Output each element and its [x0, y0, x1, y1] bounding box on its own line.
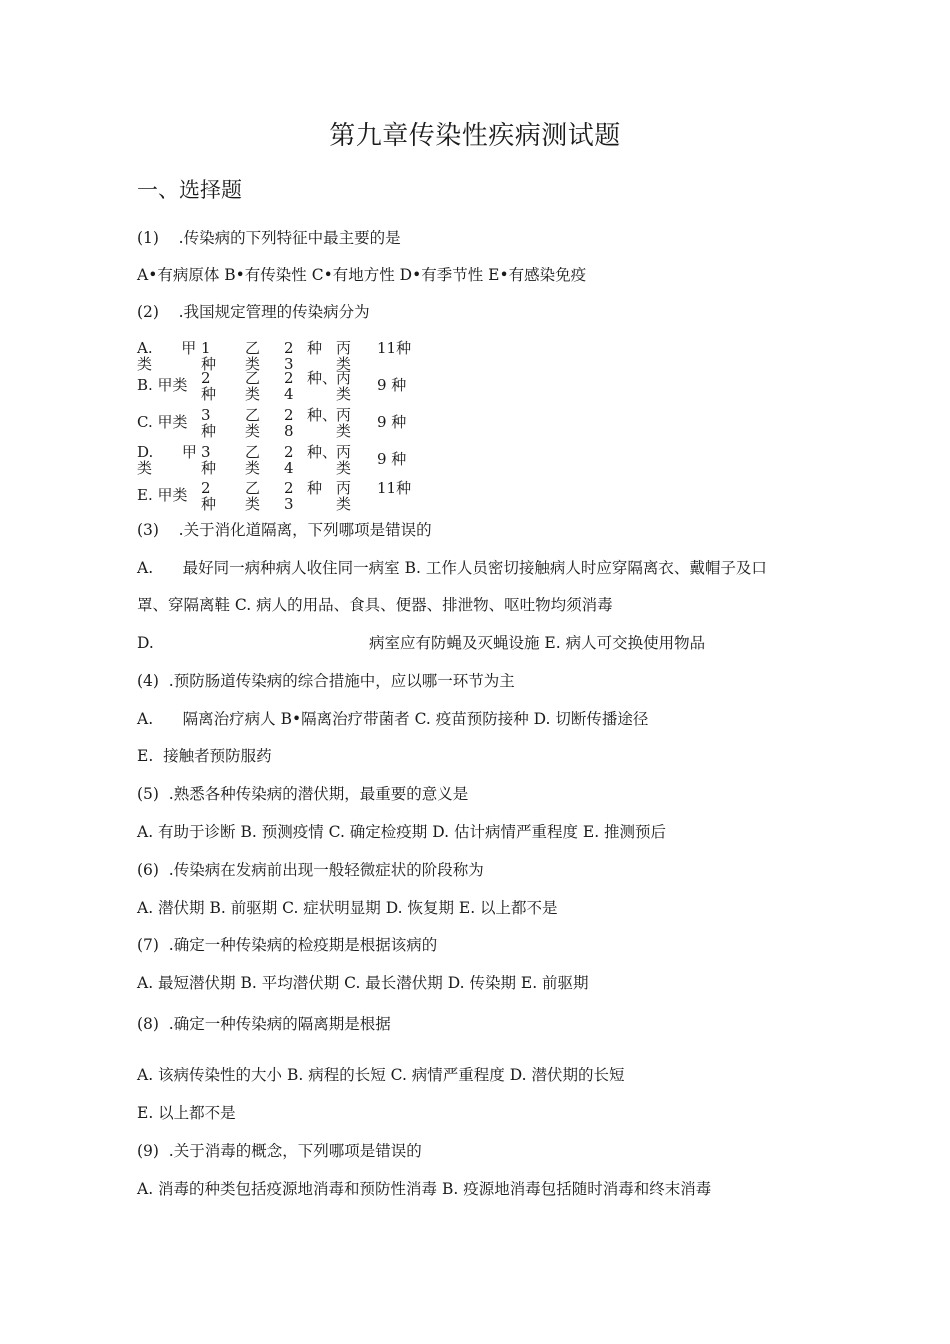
table-row — [137, 479, 427, 513]
option-label: A. 甲类 — [137, 339, 197, 373]
table-row — [137, 406, 427, 440]
option-label: B. 甲类 — [137, 376, 188, 394]
class-a-count: 2种 — [201, 369, 217, 403]
question-6: (6) .传染病在发病前出现一般轻微症状的阶段称为 — [137, 861, 484, 879]
question-9-options: A. 消毒的种类包括疫源地消毒和预防性消毒 B. 疫源地消毒包括随时消毒和终末消毒 — [137, 1180, 712, 1198]
class-b-count: 2 3 — [284, 479, 294, 513]
question-3: (3) .关于消化道隔离，下列哪项是错误的 — [137, 521, 432, 539]
option-label: C. 甲类 — [137, 413, 188, 431]
class-b-label: 乙类 — [245, 443, 261, 477]
page-title: 第九章传染性疾病测试题 — [329, 121, 621, 151]
unit: 种、 — [307, 406, 338, 424]
question-8-options: A. 该病传染性的大小 B. 病程的长短 C. 病情严重程度 D. 潜伏期的长短 — [137, 1066, 625, 1084]
class-c-count: 11种 — [377, 479, 412, 497]
question-6-options: A. 潜伏期 B. 前驱期 C. 症状明显期 D. 恢复期 E. 以上都不是 — [137, 899, 558, 917]
class-b-count: 2 4 — [284, 443, 294, 477]
unit: 种、 — [307, 443, 338, 461]
option-label: E. 甲类 — [137, 486, 188, 504]
question-8-option-e: E. 以上都不是 — [137, 1104, 236, 1122]
question-3-options-a: A. 最好同一病种病人收住同一病室 B. 工作人员密切接触病人时应穿隔离衣、戴帽子及口 — [137, 559, 767, 577]
class-b-label: 乙类 — [245, 369, 261, 403]
question-5: (5) .熟悉各种传染病的潜伏期，最重要的意义是 — [137, 785, 469, 803]
unit: 种、 — [307, 369, 338, 387]
class-c-count: 9 种 — [377, 413, 407, 431]
class-c-label: 丙类 — [336, 406, 352, 440]
question-5-options: A. 有助于诊断 B. 预测疫情 C. 确定检疫期 D. 估计病情严重程度 E. 推测预后 — [137, 823, 667, 841]
class-a-count: 1种 — [201, 339, 217, 373]
question-2-options-table — [137, 339, 427, 513]
table-row — [137, 369, 427, 403]
question-1: (1) .传染病的下列特征中最主要的是 — [137, 229, 401, 247]
question-7: (7) .确定一种传染病的检疫期是根据该病的 — [137, 936, 438, 954]
question-1-options: A•有病原体 B•有传染性 C•有地方性 D•有季节性 E•有感染免疫 — [137, 266, 587, 284]
class-b-count: 2 3 — [284, 339, 294, 373]
question-8: (8) .确定一种传染病的隔离期是根据 — [137, 1015, 391, 1033]
section-heading: 一、选择题 — [137, 178, 242, 202]
class-b-count: 2 8 — [284, 406, 294, 440]
question-4-options: A. 隔离治疗病人 B•隔离治疗带菌者 C. 疫苗预防接种 D. 切断传播途径 — [137, 710, 649, 728]
question-9: (9) .关于消毒的概念，下列哪项是错误的 — [137, 1142, 422, 1160]
class-c-count: 9 种 — [377, 450, 407, 468]
class-c-label: 丙类 — [336, 479, 352, 513]
class-c-label: 丙类 — [336, 339, 352, 373]
table-row — [137, 443, 427, 477]
class-b-count: 2 4 — [284, 369, 294, 403]
question-3-option-d-label: D. — [137, 634, 154, 652]
question-4-option-e: E. 接触者预防服药 — [137, 747, 272, 765]
question-4: (4) .预防肠道传染病的综合措施中，应以哪一环节为主 — [137, 672, 515, 690]
class-c-count: 9 种 — [377, 376, 407, 394]
question-2: (2) .我国规定管理的传染病分为 — [137, 303, 370, 321]
class-c-label: 丙类 — [336, 443, 352, 477]
question-7-options: A. 最短潜伏期 B. 平均潜伏期 C. 最长潜伏期 D. 传染期 E. 前驱期 — [137, 974, 589, 992]
option-label: D. 甲类 — [137, 443, 197, 477]
class-c-count: 11种 — [377, 339, 412, 357]
class-b-label: 乙类 — [245, 339, 261, 373]
class-a-count: 3种 — [201, 443, 217, 477]
class-b-label: 乙类 — [245, 479, 261, 513]
class-b-label: 乙类 — [245, 406, 261, 440]
table-row — [137, 339, 427, 373]
class-c-label: 丙类 — [336, 369, 352, 403]
unit: 种 — [307, 339, 323, 357]
question-3-option-d-text: 病室应有防蝇及灭蝇设施 E. 病人可交换使用物品 — [369, 634, 706, 652]
class-a-count: 3种 — [201, 406, 217, 440]
unit: 种 — [307, 479, 323, 497]
question-3-options-b: 罩、穿隔离鞋 C. 病人的用品、食具、便器、排泄物、呕吐物均须消毒 — [137, 596, 613, 614]
class-a-count: 2种 — [201, 479, 217, 513]
